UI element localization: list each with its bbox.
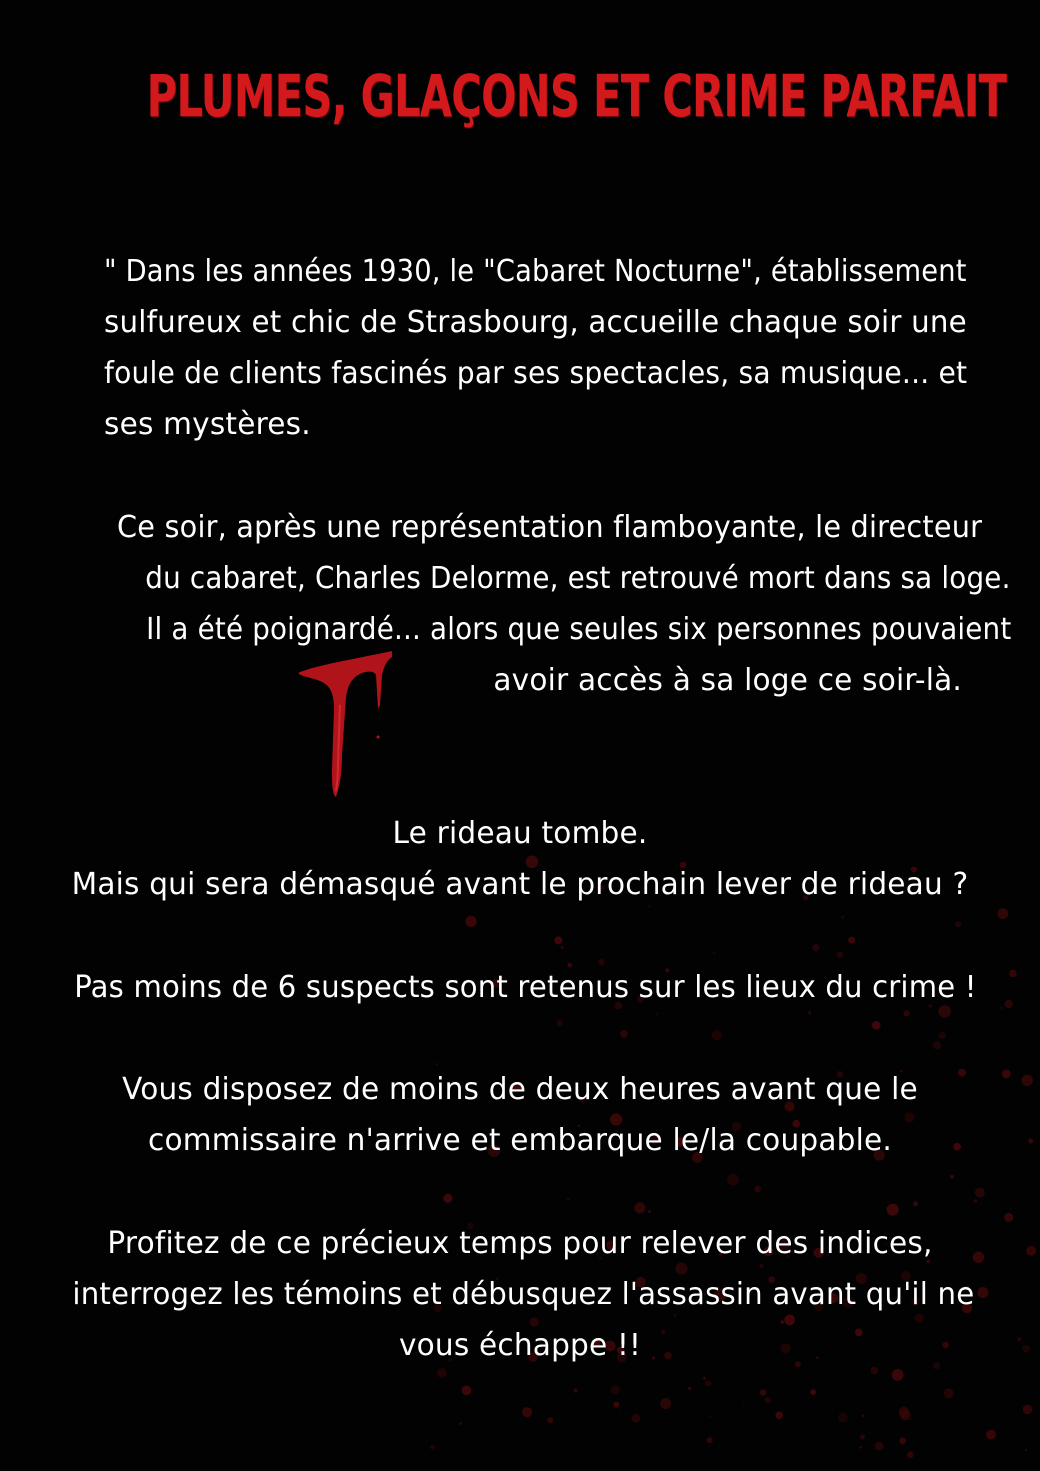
blood-dot xyxy=(872,1021,881,1030)
blood-dot xyxy=(634,1202,645,1213)
blood-dot xyxy=(838,1413,848,1423)
blood-dot xyxy=(848,937,855,944)
mission-line: Profitez de ce précieux temps pour relever des indices, xyxy=(107,1226,933,1261)
intro-paragraph xyxy=(104,246,984,450)
blood-dot xyxy=(760,1389,767,1396)
blood-dot xyxy=(522,1407,532,1417)
blood-dot xyxy=(613,1402,619,1408)
suspects-paragraph xyxy=(60,962,980,1013)
blood-dot xyxy=(632,1414,641,1423)
blood-dot xyxy=(1026,1246,1036,1256)
blood-dot xyxy=(712,1030,722,1040)
blood-dot xyxy=(443,1194,452,1203)
blood-dot xyxy=(862,1414,865,1417)
blood-dot xyxy=(1021,1075,1033,1087)
intro-line: " Dans les années 1930, le "Cabaret Nocturne", établissement xyxy=(104,254,967,289)
blood-dot xyxy=(887,1201,889,1203)
blood-dot xyxy=(950,1175,954,1179)
page-title: PLUMES, GLAÇONS ET CRIME PARFAIT xyxy=(146,62,1007,130)
blood-dot xyxy=(1004,1000,1013,1009)
curtain-line: Le rideau tombe. xyxy=(392,816,648,851)
blood-dot xyxy=(836,951,843,958)
blood-dot xyxy=(887,1204,899,1216)
blood-dot xyxy=(709,1416,711,1418)
blood-dot xyxy=(1017,1337,1021,1341)
blood-dot xyxy=(557,1020,563,1026)
blood-dot xyxy=(648,1210,651,1213)
mission-paragraph xyxy=(60,1218,980,1371)
time-line: commissaire n'arrive et embarque le/la coupable. xyxy=(148,1123,892,1158)
blood-dot xyxy=(907,1451,914,1458)
blood-dot xyxy=(955,921,961,927)
intro-line: sulfureux et chic de Strasbourg, accueille chaque soir une xyxy=(104,305,967,340)
blood-dot xyxy=(620,1030,628,1038)
blood-dot xyxy=(765,1397,771,1403)
blood-dot xyxy=(713,952,716,955)
time-paragraph xyxy=(60,1064,980,1166)
blood-dot xyxy=(859,1446,862,1449)
blood-dot xyxy=(727,1174,739,1186)
blood-dot xyxy=(1022,1345,1030,1353)
blood-drip-icon xyxy=(296,645,396,805)
blood-dot xyxy=(875,1442,884,1451)
blood-dot xyxy=(554,936,562,944)
curtain-paragraph xyxy=(60,808,980,910)
blood-dot xyxy=(465,916,476,927)
blood-dot xyxy=(430,1445,434,1449)
blood-dot xyxy=(812,944,819,951)
blood-dot xyxy=(703,1377,706,1380)
crime-line: Il a été poignardé... alors que seules six personnes pouvaient xyxy=(146,612,1012,647)
blood-dot xyxy=(1010,1208,1012,1210)
blood-dot xyxy=(567,1198,570,1201)
blood-dot xyxy=(910,1418,912,1420)
blood-dot xyxy=(660,1398,671,1409)
crime-paragraph xyxy=(80,502,1012,706)
blood-dot xyxy=(913,1201,918,1206)
blood-dot xyxy=(705,1380,712,1387)
suspects-line: Pas moins de 6 suspects sont retenus sur les lieux du crime ! xyxy=(74,970,977,1005)
blood-dot xyxy=(462,1386,472,1396)
blood-dot xyxy=(998,908,1009,919)
blood-dot xyxy=(1004,1213,1013,1222)
blood-dot xyxy=(611,1385,620,1394)
intro-line: ses mystères. xyxy=(104,407,311,442)
time-line: Vous disposez de moins de deux heures avant que le xyxy=(122,1072,918,1107)
blood-dot xyxy=(775,1412,783,1420)
curtain-line: Mais qui sera démasqué avant le prochain lever de rideau ? xyxy=(71,867,969,902)
blood-dot xyxy=(619,1413,621,1415)
blood-dot xyxy=(939,1032,946,1039)
blood-dot xyxy=(841,916,844,919)
blood-dot xyxy=(459,1422,462,1425)
blood-dot xyxy=(1009,970,1017,978)
blood-dot xyxy=(860,1434,865,1439)
blood-dot xyxy=(986,1430,996,1440)
blood-dot xyxy=(1028,1138,1033,1143)
blood-dot xyxy=(913,1397,915,1399)
crime-line: du cabaret, Charles Delorme, est retrouvé mort dans sa loge. xyxy=(145,561,1011,596)
blood-dot xyxy=(1002,1070,1011,1079)
blood-dot xyxy=(754,1186,761,1193)
blood-dot xyxy=(707,1437,713,1443)
blood-dot xyxy=(933,1041,941,1049)
blood-dot xyxy=(899,1407,909,1417)
crime-line: avoir accès à sa loge ce soir-là. xyxy=(493,663,962,698)
blood-dot xyxy=(547,1417,553,1423)
intro-line: foule de clients fascinés par ses spectacles, sa musique... et xyxy=(104,356,968,391)
blood-dot xyxy=(1025,1449,1027,1451)
blood-dot xyxy=(899,1437,906,1444)
blood-dot xyxy=(688,1387,691,1390)
blood-dot xyxy=(810,1389,816,1395)
blood-dot xyxy=(975,1188,985,1198)
blood-dot xyxy=(574,1388,578,1392)
crime-line: Ce soir, après une représentation flamboyante, le directeur xyxy=(117,510,983,545)
blood-dot xyxy=(944,1388,954,1398)
mission-line: interrogez les témoins et débusquez l'assassin avant qu'il ne xyxy=(72,1277,975,1312)
blood-dot xyxy=(974,1199,977,1202)
mission-line: vous échappe !! xyxy=(398,1328,642,1363)
blood-dot xyxy=(742,1402,744,1404)
blood-dot xyxy=(1023,1405,1032,1414)
blood-dot xyxy=(1000,1007,1003,1010)
blood-dot xyxy=(561,946,564,949)
